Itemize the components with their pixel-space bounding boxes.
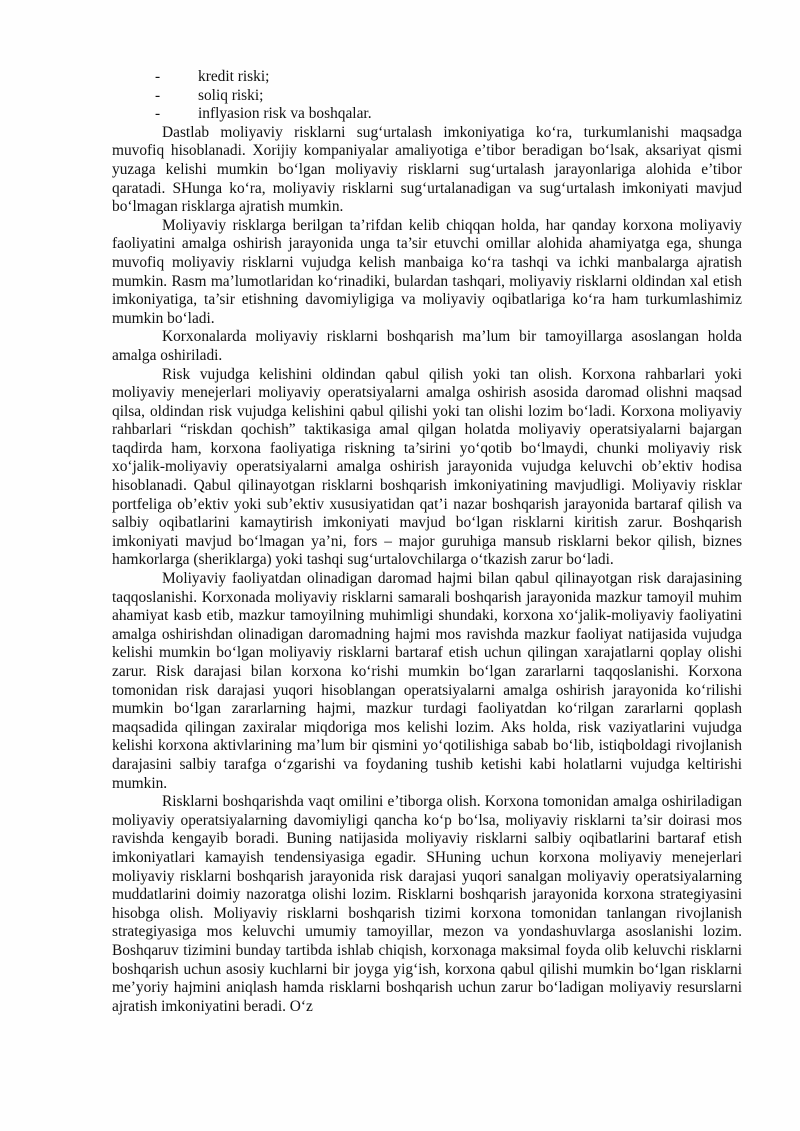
paragraph: Moliyaviy faoliyatdan olinadigan daromad hajmi bilan qabul qilinayotgan risk darajasining taqqoslanishi. Korxonada moliyaviy risklarni samarali boshqarish jarayonida mazkur tamoyil muhim ahamiyat kasb etib, mazkur tamoyilning muhimligi shundaki, korxona xo‘jalik-moliyaviy faoliyatini amalga oshirishdan olinadigan daromadning hajmi mos ravishda mazkur faoliyat natijasida vujudga kelishi mumkin bo‘lgan moliyaviy risklarni bartaraf etish uchun qilingan xarajatlarni qoplay olishi zarur. Risk darajasi bilan korxona ko‘rishi mumkin bo‘lgan zararlarni taqqoslanishi. Korxona tomonidan risk darajasi yuqori hisoblangan operatsiyalarni amalga oshirish jarayonida ko‘rilishi mumkin bo‘lgan zararlarning hajmi, mazkur turdagi faoliyatdan ko‘rilgan zararlarni qoplash maqsadida qilingan zaxiralar miqdoriga mos kelishi lozim. Aks holda, risk vaziyatlarini vujudga kelishi korxona aktivlarining ma’lum bir qismini yo‘qotilishiga sabab bo‘lib, istiqboldagi rivojlanish darajasini salbiy tarafga o‘zgarishi va foydaning tushib ketishi kabi holatlarni vujudga keltirishi mumkin.	[112, 570, 742, 792]
list-item-text: inflyasion risk va boshqalar.	[198, 105, 372, 123]
list-item-marker: -	[155, 86, 161, 104]
risk-type-list	[112, 68, 742, 124]
list-item	[112, 68, 742, 87]
paragraph: Dastlab moliyaviy risklarni sug‘urtalash imkoniyatiga ko‘ra, turkumlanishi maqsadga muvofiq hisoblanadi. Xorijiy kompaniyalar amaliyotiga e’tibor beradigan bo‘lsak, aksariyat qismi yuzaga kelishi mumkin bo‘lgan moliyaviy risklarni sug‘urtalash jarayonlariga alohida e’tibor qaratadi. SHunga ko‘ra, moliyaviy risklarni sug‘urtalanadigan va sug‘urtalash imkoniyati mavjud bo‘lmagan risklarga ajratish mumkin.	[112, 123, 742, 216]
list-item-text: kredit riski;	[198, 68, 270, 85]
list-item-marker: -	[155, 105, 161, 123]
paragraph: Risk vujudga kelishini oldindan qabul qilish yoki tan olish. Korxona rahbarlari yoki moliyaviy menejerlari moliyaviy operatsiyalarni amalga oshirish asosida daromad olishni maqsad qilsa, oldindan risk vujudga kelishini qabul qilishi yoki tan olishi lozim bo‘ladi. Korxona moliyaviy rahbarlari “riskdan qochish” taktikasiga amal qilgan holatda moliyaviy operatsiyalarni bajargan taqdirda ham, korxona faoliyatiga riskning ta’sirini yo‘qotib bo‘lmaydi, chunki moliyaviy risk xo‘jalik-moliyaviy operatsiyalarni amalga oshirish jarayonida vujudga keluvchi ob’ektiv hodisa hisoblanadi. Qabul qilinayotgan risklarni boshqarish imkoniyatining mavjudligi. Moliyaviy risklar portfeliga ob’ektiv yoki sub’ektiv xususiyatidan qat’i nazar boshqarish jarayonida bartaraf qilish va salbiy oqibatlarini kamaytirish imkoniyati mavjud bo‘lgan risklarni kiritish zarur. Boshqarish imkoniyati mavjud bo‘lmagan ya’ni, fors – major guruhiga mansub risklarni bekor qilish, biznes hamkorlarga (sheriklarga) yoki tashqi sug‘urtalovchilarga o‘tkazish zarur bo‘ladi.	[112, 365, 742, 569]
paragraph: Korxonalarda moliyaviy risklarni boshqarish ma’lum bir tamoyillarga asoslangan holda amalga oshiriladi.	[112, 328, 742, 364]
list-item	[112, 105, 742, 124]
paragraph: Risklarni boshqarishda vaqt omilini e’tiborga olish. Korxona tomonidan amalga oshiriladigan moliyaviy operatsiyalarning davomiyligi qancha ko‘p bo‘lsa, moliyaviy risklarni ta’sir doirasi mos ravishda kengayib boradi. Buning natijasida moliyaviy risklarni salbiy oqibatlarini bartaraf etish imkoniyatlari kamayish tendensiyasiga egadir. SHuning uchun korxona moliyaviy menejerlari moliyaviy risklarni boshqarish jarayonida risk darajasi yuqori sanalgan moliyaviy operatsiyalarning muddatlarini doimiy nazoratga olishi lozim. Risklarni boshqarish jarayonida korxona strategiyasini hisobga olish. Moliyaviy risklarni boshqarish tizimi korxona tomonidan tanlangan rivojlanish strategiyasiga mos keluvchi umumiy tamoyillar, mezon va yondashuvlarga asoslanishi lozim. Boshqaruv tizimini bunday tartibda ishlab chiqish, korxonaga maksimal foyda olib keluvchi risklarni boshqarish uchun asosiy kuchlarni bir joyga yig‘ish, korxona qabul qilishi mumkin bo‘lgan risklarni me’yoriy hajmini aniqlash hamda risklarni boshqarish uchun zarur bo‘ladigan moliyaviy resurslarni ajratish imkoniyatini beradi. O‘z	[112, 793, 742, 1015]
list-item-text: soliq riski;	[198, 86, 264, 104]
list-item-marker: -	[155, 68, 161, 85]
paragraph: Moliyaviy risklarga berilgan ta’rifdan kelib chiqqan holda, har qanday korxona moliyaviy faoliyatini amalga oshirish jarayonida unga ta’sir etuvchi omillar alohida ahamiyatga ega, shunga muvofiq moliyaviy risklarni vujudga kelish manbaiga ko‘ra tashqi va ichki manbalarga ajratish mumkin. Rasm ma’lumotlaridan ko‘rinadiki, bulardan tashqari, moliyaviy risklarni oldindan xal etish imkoniyatiga, ta’sir etishning davomiyligiga va moliyaviy oqibatlariga ko‘ra ham turkumlashimiz mumkin bo‘ladi.	[112, 216, 742, 327]
list-item	[112, 87, 742, 106]
